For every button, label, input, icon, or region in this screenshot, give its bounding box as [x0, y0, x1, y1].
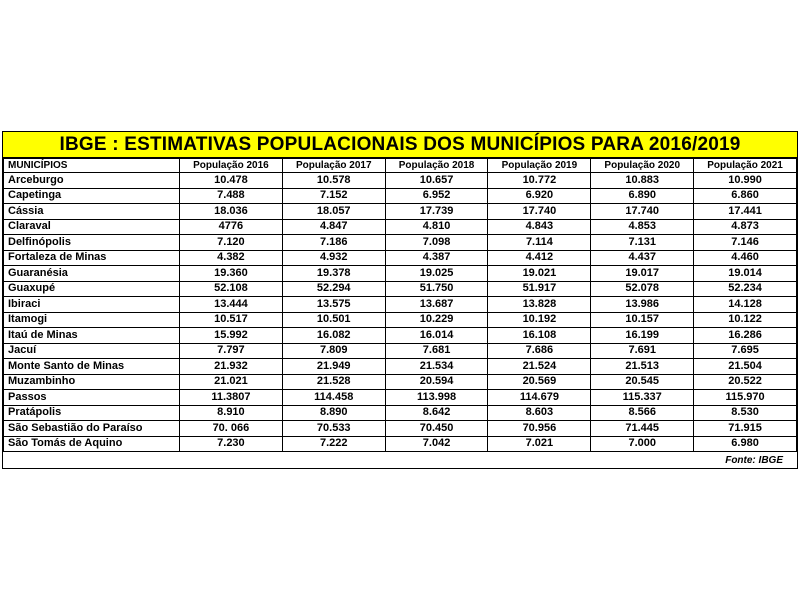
population-cell: 4.437 — [591, 250, 694, 266]
population-cell: 21.021 — [180, 374, 283, 390]
population-cell: 17.739 — [385, 204, 488, 220]
population-cell: 7.114 — [488, 235, 591, 251]
population-cell: 15.992 — [180, 328, 283, 344]
population-cell: 6.952 — [385, 188, 488, 204]
municipio-name: Itaú de Minas — [4, 328, 180, 344]
table-row — [4, 405, 797, 421]
population-cell: 52.078 — [591, 281, 694, 297]
population-cell: 4776 — [180, 219, 283, 235]
population-cell: 21.949 — [282, 359, 385, 375]
table-row — [4, 374, 797, 390]
population-cell: 18.057 — [282, 204, 385, 220]
population-cell: 20.594 — [385, 374, 488, 390]
population-cell: 7.230 — [180, 436, 283, 452]
population-cell: 115.337 — [591, 390, 694, 406]
population-cell: 7.681 — [385, 343, 488, 359]
population-cell: 7.152 — [282, 188, 385, 204]
population-cell: 7.042 — [385, 436, 488, 452]
population-cell: 7.695 — [694, 343, 797, 359]
population-cell: 4.847 — [282, 219, 385, 235]
population-cell: 20.545 — [591, 374, 694, 390]
population-cell: 114.458 — [282, 390, 385, 406]
population-cell: 6.980 — [694, 436, 797, 452]
population-cell: 6.860 — [694, 188, 797, 204]
table-row — [4, 312, 797, 328]
source-note: Fonte: IBGE — [725, 454, 783, 466]
municipio-name: Ibiraci — [4, 297, 180, 313]
municipio-name: Claraval — [4, 219, 180, 235]
population-cell: 7.131 — [591, 235, 694, 251]
population-cell: 7.120 — [180, 235, 283, 251]
population-cell: 70.533 — [282, 421, 385, 437]
population-cell: 4.873 — [694, 219, 797, 235]
population-cell: 16.082 — [282, 328, 385, 344]
population-cell: 52.294 — [282, 281, 385, 297]
table-body — [4, 173, 797, 452]
population-cell: 20.522 — [694, 374, 797, 390]
table-row — [4, 250, 797, 266]
population-cell: 70.956 — [488, 421, 591, 437]
population-cell: 52.108 — [180, 281, 283, 297]
municipio-name: Fortaleza de Minas — [4, 250, 180, 266]
population-cell: 17.740 — [591, 204, 694, 220]
population-cell: 10.657 — [385, 173, 488, 189]
population-cell: 6.920 — [488, 188, 591, 204]
municipio-name: Itamogi — [4, 312, 180, 328]
population-cell: 4.460 — [694, 250, 797, 266]
population-cell: 19.378 — [282, 266, 385, 282]
table-row — [4, 219, 797, 235]
population-cell: 4.843 — [488, 219, 591, 235]
table-row — [4, 235, 797, 251]
population-cell: 21.524 — [488, 359, 591, 375]
municipio-name: Pratápolis — [4, 405, 180, 421]
table-row — [4, 390, 797, 406]
population-cell: 7.809 — [282, 343, 385, 359]
population-cell: 4.412 — [488, 250, 591, 266]
population-cell: 19.360 — [180, 266, 283, 282]
population-cell: 21.932 — [180, 359, 283, 375]
population-cell: 7.021 — [488, 436, 591, 452]
population-cell: 52.234 — [694, 281, 797, 297]
population-cell: 21.534 — [385, 359, 488, 375]
municipio-name: Capetinga — [4, 188, 180, 204]
population-cell: 8.910 — [180, 405, 283, 421]
population-cell: 8.642 — [385, 405, 488, 421]
population-cell: 10.478 — [180, 173, 283, 189]
population-cell: 114.679 — [488, 390, 591, 406]
population-cell: 19.025 — [385, 266, 488, 282]
population-cell: 17.441 — [694, 204, 797, 220]
population-cell: 7.686 — [488, 343, 591, 359]
header-2020: População 2020 — [591, 159, 694, 173]
population-cell: 7.488 — [180, 188, 283, 204]
population-cell: 10.578 — [282, 173, 385, 189]
table-row — [4, 343, 797, 359]
population-cell: 7.000 — [591, 436, 694, 452]
population-cell: 13.575 — [282, 297, 385, 313]
municipio-name: Guaranésia — [4, 266, 180, 282]
population-cell: 51.917 — [488, 281, 591, 297]
population-cell: 19.014 — [694, 266, 797, 282]
population-cell: 10.157 — [591, 312, 694, 328]
population-cell: 10.517 — [180, 312, 283, 328]
population-cell: 11.3807 — [180, 390, 283, 406]
municipio-name: São Sebastião do Paraíso — [4, 421, 180, 437]
table-row — [4, 188, 797, 204]
population-cell: 16.286 — [694, 328, 797, 344]
population-cell: 10.883 — [591, 173, 694, 189]
table-row — [4, 421, 797, 437]
population-cell: 16.199 — [591, 328, 694, 344]
population-cell: 4.932 — [282, 250, 385, 266]
population-cell: 21.528 — [282, 374, 385, 390]
population-cell: 17.740 — [488, 204, 591, 220]
header-row — [4, 159, 797, 173]
population-cell: 10.192 — [488, 312, 591, 328]
population-table — [3, 158, 797, 452]
municipio-name: Monte Santo de Minas — [4, 359, 180, 375]
population-cell: 7.146 — [694, 235, 797, 251]
population-cell: 21.513 — [591, 359, 694, 375]
table-row — [4, 328, 797, 344]
municipio-name: São Tomás de Aquino — [4, 436, 180, 452]
header-2017: População 2017 — [282, 159, 385, 173]
population-cell: 10.122 — [694, 312, 797, 328]
table-row — [4, 281, 797, 297]
population-cell: 14.128 — [694, 297, 797, 313]
population-cell: 8.603 — [488, 405, 591, 421]
population-cell: 10.772 — [488, 173, 591, 189]
municipio-name: Passos — [4, 390, 180, 406]
population-cell: 13.687 — [385, 297, 488, 313]
population-cell: 13.444 — [180, 297, 283, 313]
population-cell: 13.986 — [591, 297, 694, 313]
population-cell: 21.504 — [694, 359, 797, 375]
population-cell: 7.797 — [180, 343, 283, 359]
population-cell: 10.501 — [282, 312, 385, 328]
population-cell: 7.186 — [282, 235, 385, 251]
population-cell: 19.017 — [591, 266, 694, 282]
municipio-name: Muzambinho — [4, 374, 180, 390]
table-row — [4, 436, 797, 452]
population-cell: 115.970 — [694, 390, 797, 406]
population-cell: 4.387 — [385, 250, 488, 266]
population-cell: 16.014 — [385, 328, 488, 344]
municipio-name: Jacuí — [4, 343, 180, 359]
population-cell: 8.566 — [591, 405, 694, 421]
population-cell: 8.890 — [282, 405, 385, 421]
header-2016: População 2016 — [180, 159, 283, 173]
population-cell: 6.890 — [591, 188, 694, 204]
table-row — [4, 297, 797, 313]
header-municipios: MUNICÍPIOS — [4, 159, 180, 173]
population-cell: 113.998 — [385, 390, 488, 406]
header-2019: População 2019 — [488, 159, 591, 173]
header-2018: População 2018 — [385, 159, 488, 173]
population-cell: 71.445 — [591, 421, 694, 437]
table-row — [4, 204, 797, 220]
table-row — [4, 359, 797, 375]
population-cell: 7.691 — [591, 343, 694, 359]
population-cell: 7.098 — [385, 235, 488, 251]
population-cell: 4.853 — [591, 219, 694, 235]
population-cell: 13.828 — [488, 297, 591, 313]
population-cell: 10.990 — [694, 173, 797, 189]
municipio-name: Guaxupé — [4, 281, 180, 297]
municipio-name: Arceburgo — [4, 173, 180, 189]
population-cell: 19.021 — [488, 266, 591, 282]
population-cell: 16.108 — [488, 328, 591, 344]
population-cell: 20.569 — [488, 374, 591, 390]
population-cell: 7.222 — [282, 436, 385, 452]
population-cell: 51.750 — [385, 281, 488, 297]
population-cell: 70.450 — [385, 421, 488, 437]
population-cell: 4.382 — [180, 250, 283, 266]
population-table-panel — [2, 131, 798, 469]
table-row — [4, 173, 797, 189]
table-row — [4, 266, 797, 282]
population-cell: 10.229 — [385, 312, 488, 328]
population-cell: 71.915 — [694, 421, 797, 437]
population-cell: 18.036 — [180, 204, 283, 220]
header-2021: População 2021 — [694, 159, 797, 173]
population-cell: 4.810 — [385, 219, 488, 235]
table-title: IBGE : ESTIMATIVAS POPULACIONAIS DOS MUNICÍPIOS PARA 2016/2019 — [3, 132, 797, 158]
municipio-name: Delfinópolis — [4, 235, 180, 251]
population-cell: 70. 066 — [180, 421, 283, 437]
municipio-name: Cássia — [4, 204, 180, 220]
population-cell: 8.530 — [694, 405, 797, 421]
